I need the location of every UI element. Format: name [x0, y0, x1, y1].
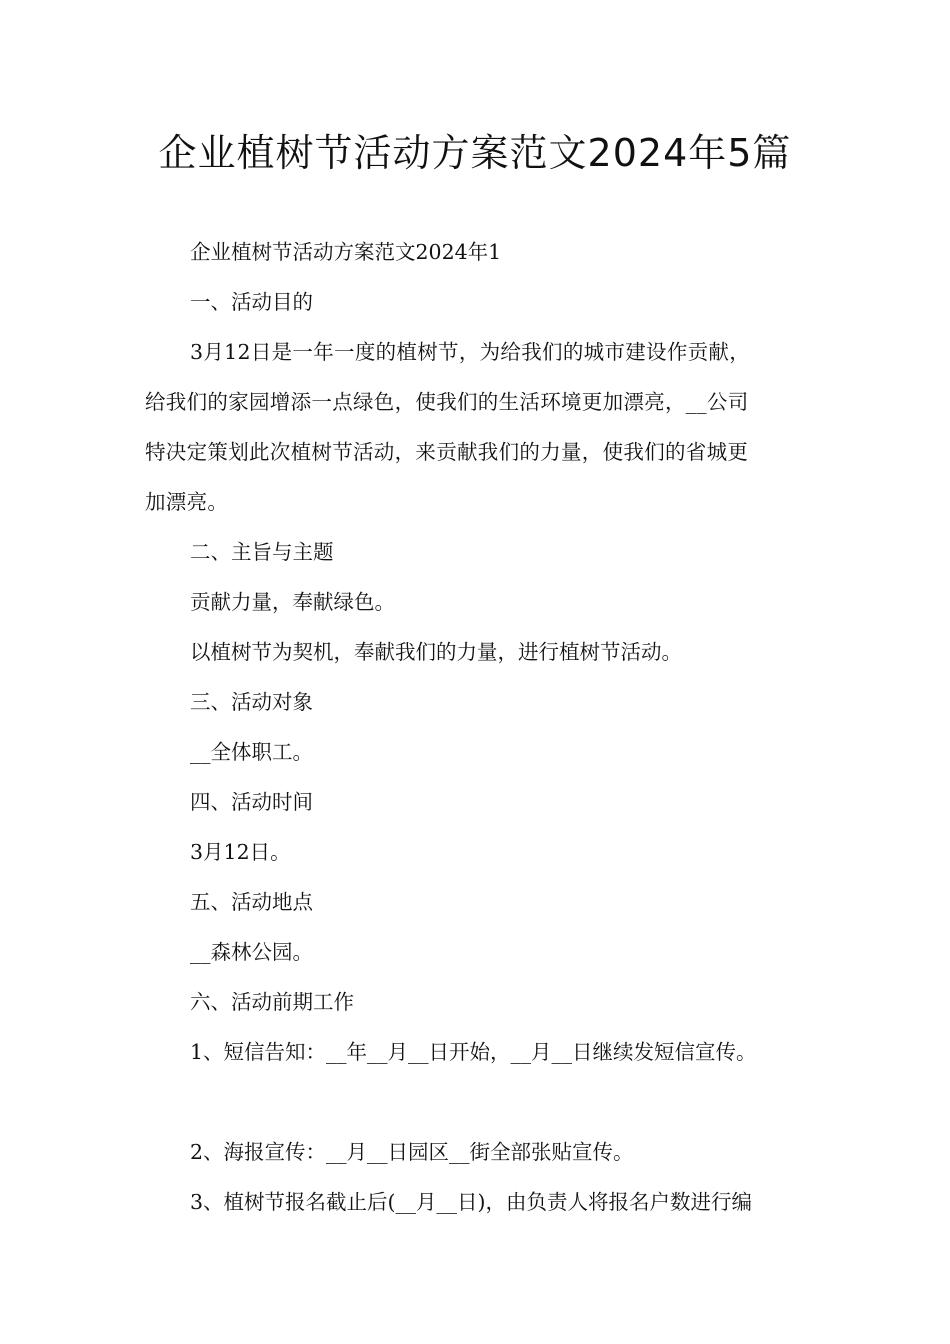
paragraph: __森林公园。	[190, 940, 313, 964]
section-heading-purpose: 一、活动目的	[190, 290, 313, 314]
paragraph: __全体职工。	[190, 740, 313, 764]
paragraph-line: 3月12日是一年一度的植树节，为给我们的城市建设作贡献，	[190, 340, 751, 364]
section-heading-location: 五、活动地点	[190, 890, 313, 914]
paragraph-line: 加漂亮。	[145, 490, 229, 514]
section-heading-theme: 二、主旨与主题	[190, 540, 334, 564]
paragraph: 3月12日。	[190, 840, 291, 864]
section-heading-target: 三、活动对象	[190, 690, 313, 714]
section-heading-preparation: 六、活动前期工作	[190, 990, 354, 1014]
list-item: 2、海报宣传：__月__日园区__街全部张贴宣传。	[190, 1140, 634, 1164]
document-subtitle: 企业植树节活动方案范文2024年1	[190, 240, 502, 264]
paragraph-line: 特决定策划此次植树节活动，来贡献我们的力量，使我们的省城更	[145, 440, 749, 464]
paragraph: 贡献力量，奉献绿色。	[190, 590, 395, 614]
list-item: 1、短信告知：__年__月__日开始，__月__日继续发短信宣传。	[190, 1040, 757, 1064]
paragraph-line: 给我们的家园增添一点绿色，使我们的生活环境更加漂亮，__公司	[145, 390, 749, 414]
list-item: 3、植树节报名截止后(__月__日)，由负责人将报名户数进行编	[190, 1190, 753, 1214]
paragraph: 以植树节为契机，奉献我们的力量，进行植树节活动。	[190, 640, 682, 664]
section-heading-time: 四、活动时间	[190, 790, 313, 814]
document-title: 企业植树节活动方案范文2024年5篇	[158, 131, 792, 175]
